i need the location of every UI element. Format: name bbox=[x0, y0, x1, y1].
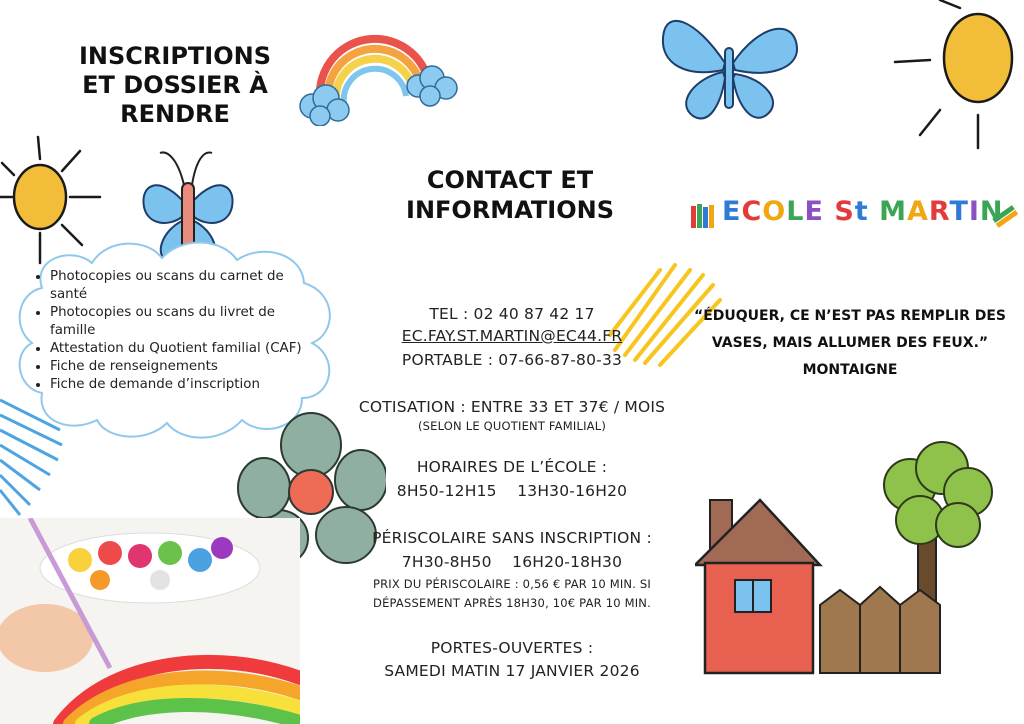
list-item: • Attestation du Quotient familial (CAF) bbox=[50, 340, 310, 358]
school-name-letter: O bbox=[762, 196, 787, 227]
periscolaire-title: PÉRISCOLAIRE SANS INSCRIPTION : bbox=[372, 529, 652, 547]
list-item: • Fiche de demande d’inscription bbox=[50, 376, 310, 394]
school-name-letter: M bbox=[879, 196, 907, 227]
periscolaire-value: 7H30-8H50 16H20-18H30 bbox=[401, 553, 623, 571]
cotisation-note: (SELON LE QUOTIENT FAMILIAL) bbox=[417, 419, 607, 433]
horaires-title: HORAIRES DE L’ÉCOLE : bbox=[416, 458, 608, 476]
school-name-letter: C bbox=[741, 196, 763, 227]
school-name-letter: L bbox=[786, 196, 805, 227]
school-name-letter: E bbox=[804, 196, 824, 227]
mobile-number: PORTABLE : 07-66-87-80-33 bbox=[401, 351, 623, 369]
school-name-letter: S bbox=[834, 196, 855, 227]
school-name-letter: N bbox=[979, 196, 1004, 227]
school-name-letter: T bbox=[949, 196, 969, 227]
horaires-value: 8H50-12H15 13H30-16H20 bbox=[396, 482, 628, 500]
butterfly-icon bbox=[655, 8, 805, 128]
house-icon bbox=[695, 495, 965, 680]
list-item: • Photocopies ou scans du carnet de santé bbox=[50, 268, 310, 304]
school-name-letter bbox=[824, 196, 834, 227]
school-name-letter: E bbox=[722, 196, 742, 227]
prix-line-2: DÉPASSEMENT APRÈS 18H30, 10€ PAR 10 MIN. bbox=[373, 596, 651, 610]
email-link[interactable]: EC.FAY.ST.MARTIN@EC44.FR bbox=[401, 327, 623, 345]
pencils-icon bbox=[688, 200, 718, 230]
phone-number: TEL : 02 40 87 42 17 bbox=[429, 305, 595, 323]
portes-ouvertes-date: SAMEDI MATIN 17 JANVIER 2026 bbox=[384, 662, 640, 680]
school-name-letter bbox=[869, 196, 879, 227]
quote-block bbox=[690, 303, 1010, 384]
list-item: • Photocopies ou scans du livret de famille bbox=[50, 304, 310, 340]
section-title-inscriptions: INSCRIPTIONS ET DOSSIER À RENDRE bbox=[79, 42, 271, 128]
cotisation-text: COTISATION : ENTRE 33 ET 37€ / MOIS bbox=[358, 398, 666, 416]
quote-line: VASES, MAIS ALLUMER DES FEUX.” bbox=[711, 335, 989, 351]
school-name-letter: I bbox=[968, 196, 980, 227]
quote-author: MONTAIGNE bbox=[802, 362, 898, 378]
school-name bbox=[722, 196, 1004, 227]
school-name-letter: t bbox=[854, 196, 869, 227]
section-title-contact: CONTACT ET INFORMATIONS bbox=[406, 166, 614, 224]
documents-list bbox=[30, 268, 310, 394]
quote-line: “ÉDUQUER, CE N’EST PAS REMPLIR DES bbox=[694, 308, 1006, 324]
paint-palette-image bbox=[0, 518, 300, 724]
prix-line-1: PRIX DU PÉRISCOLAIRE : 0,56 € PAR 10 MIN. SI bbox=[372, 577, 652, 591]
blue-scribble bbox=[0, 390, 70, 520]
sun-icon bbox=[890, 0, 1024, 150]
list-item: • Fiche de renseignements bbox=[50, 358, 310, 376]
rainbow-icon bbox=[290, 18, 465, 126]
school-name-letter: R bbox=[928, 196, 950, 227]
school-name-letter: A bbox=[906, 196, 929, 227]
portes-ouvertes-title: PORTES-OUVERTES : bbox=[430, 639, 594, 657]
